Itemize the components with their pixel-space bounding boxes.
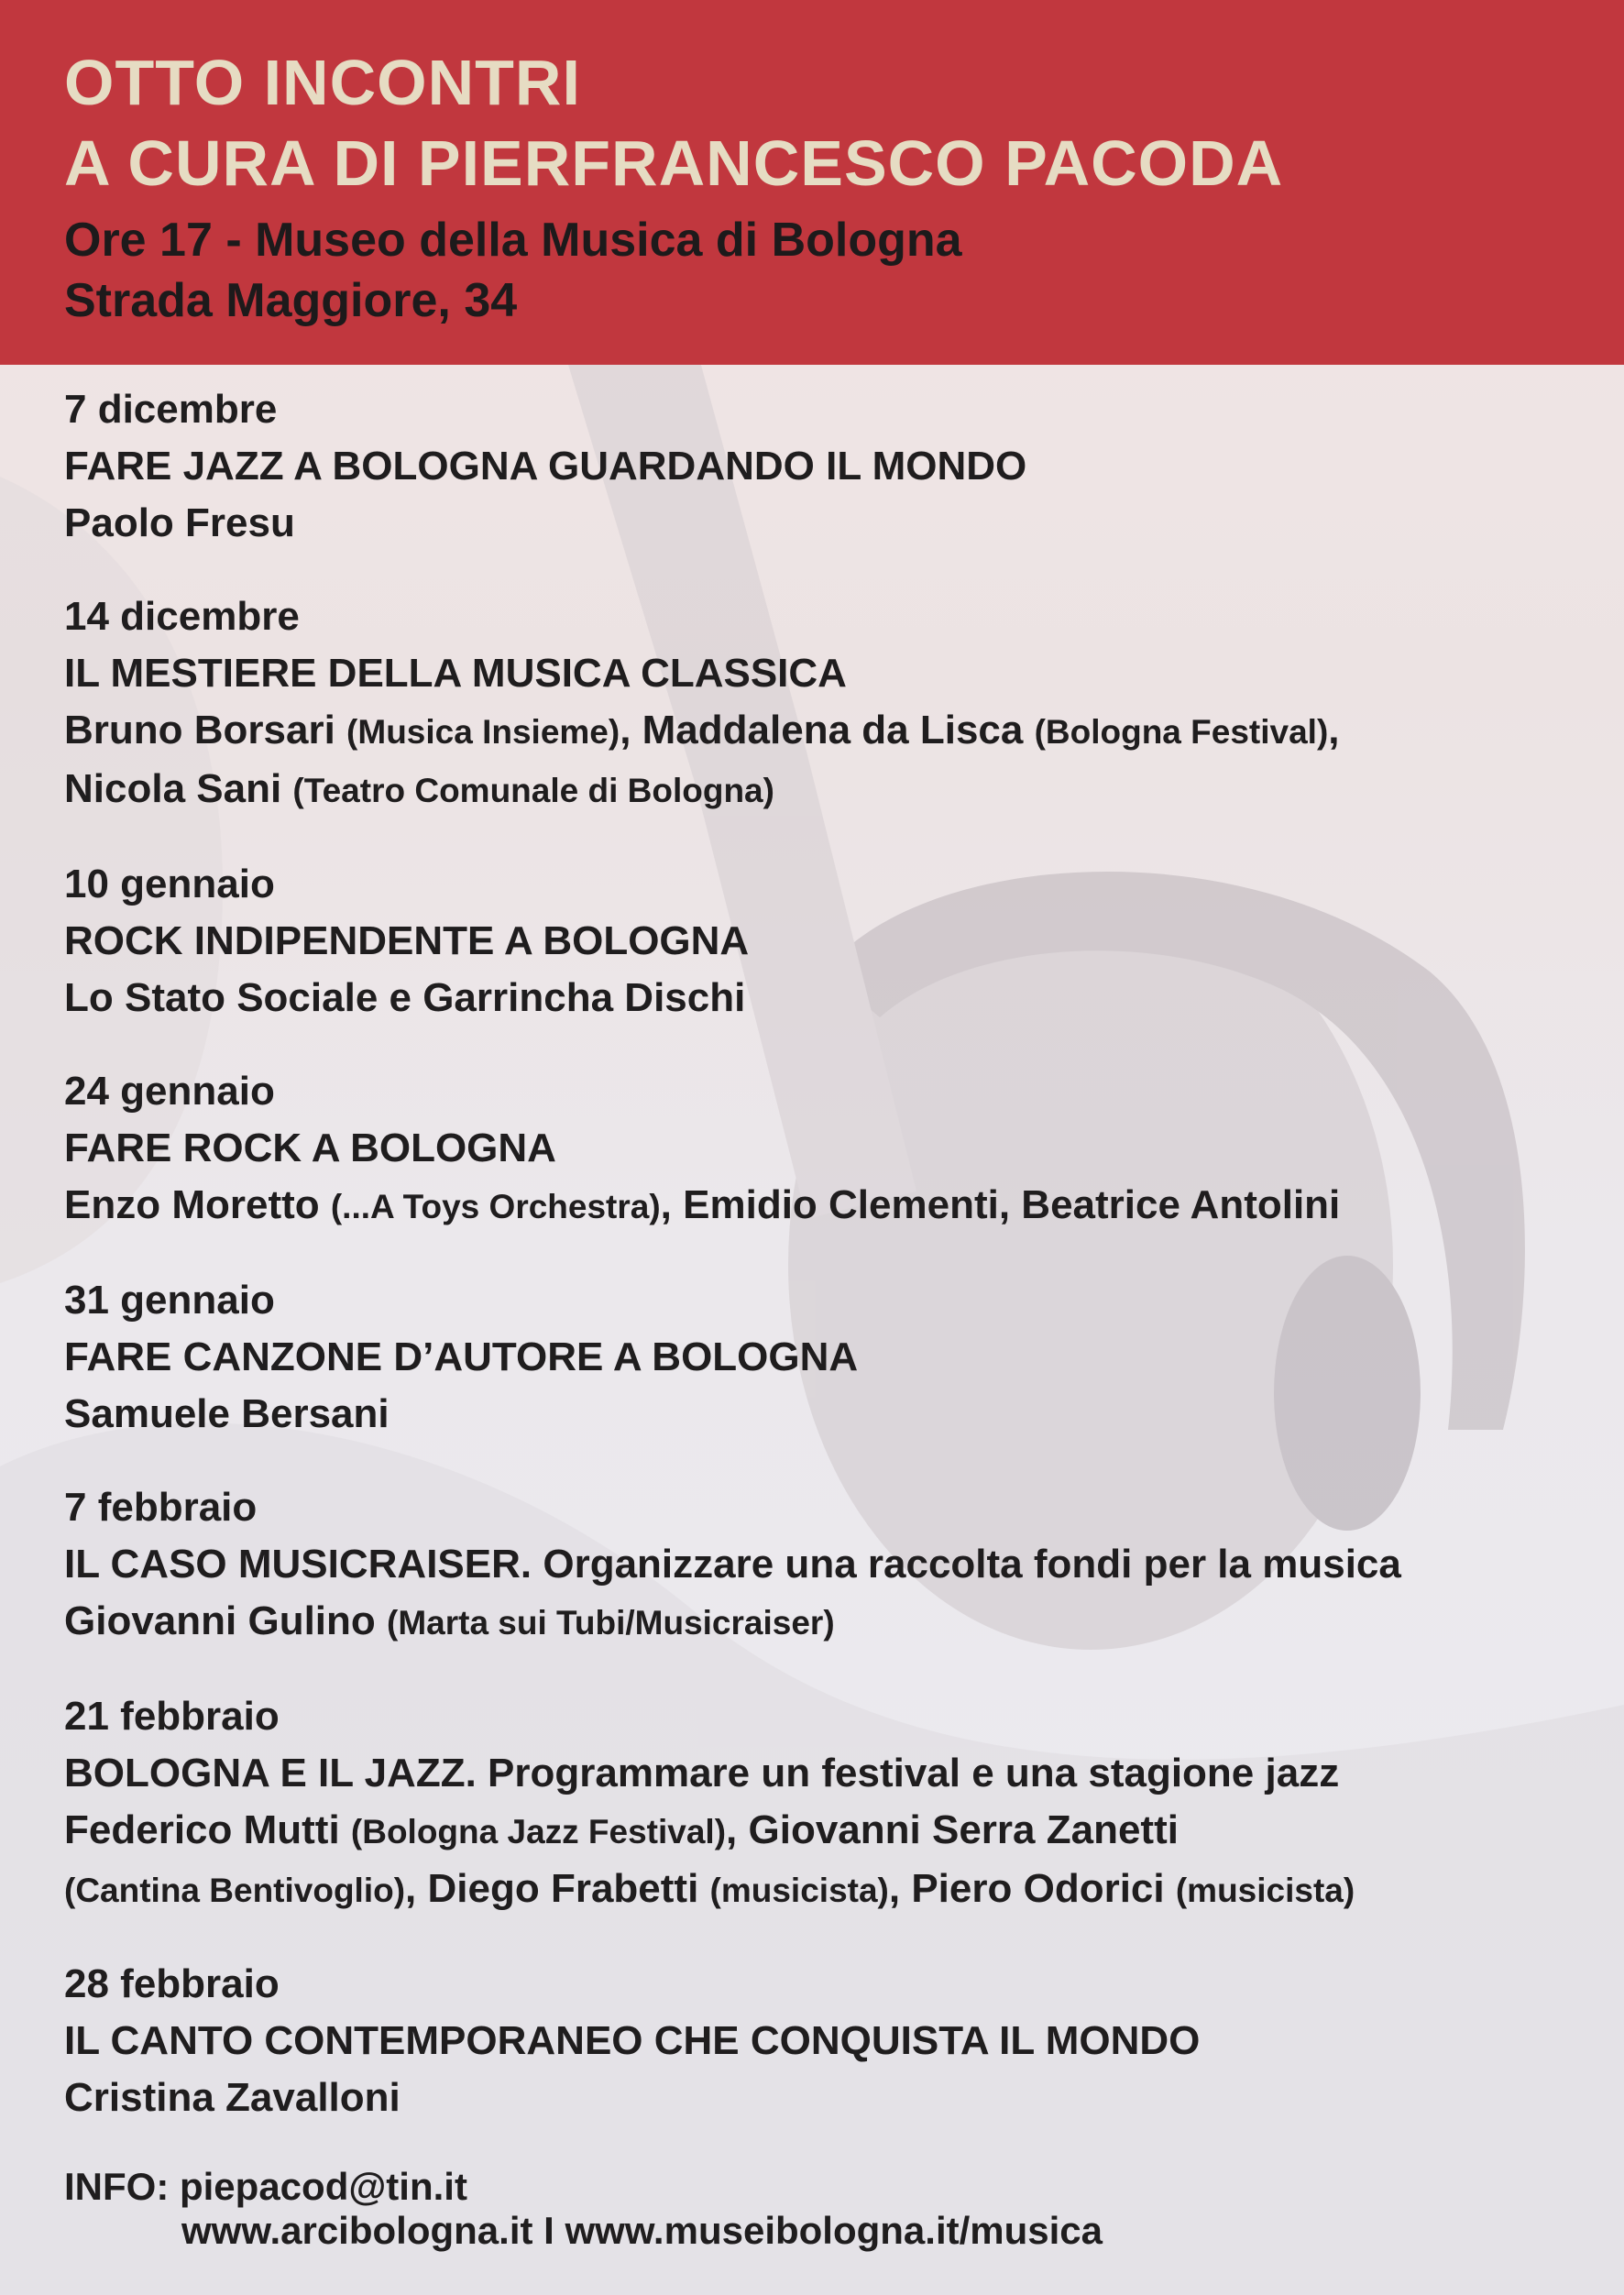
guest-name: Samuele Bersani (64, 1391, 390, 1436)
event-title: BOLOGNA E IL JAZZ. Programmare un festival e una stagione jazz (64, 1751, 1340, 1795)
venue-address-line: Strada Maggiore, 34 (64, 274, 518, 327)
event-date: 28 febbraio (64, 1961, 280, 2006)
event-date: 31 gennaio (64, 1278, 275, 1323)
event-date: 7 dicembre (64, 387, 278, 432)
guest-name: Nicola Sani (64, 766, 293, 811)
event-title: IL CANTO CONTEMPORANEO CHE CONQUISTA IL MONDO (64, 2018, 1201, 2063)
event-guests-line (64, 1802, 1586, 1861)
event-title: FARE CANZONE D’AUTORE A BOLOGNA (64, 1334, 859, 1379)
guest-affiliation: (Bologna Festival) (1034, 713, 1329, 751)
guest-name: , Piero Odorici (888, 1866, 1176, 1911)
header-banner (0, 0, 1624, 365)
event-date: 24 gennaio (64, 1069, 275, 1114)
guest-name: , Diego Frabetti (405, 1866, 710, 1911)
event-guests-line (64, 970, 1586, 1027)
event-date: 10 gennaio (64, 862, 275, 906)
guest-affiliation: (Cantina Bentivoglio) (64, 1872, 406, 1909)
event-title: FARE ROCK A BOLOGNA (64, 1126, 556, 1170)
event-guests-line (64, 702, 1586, 761)
event-item (64, 1688, 1586, 1919)
guest-name: , Giovanni Serra Zanetti (726, 1807, 1179, 1852)
event-item (64, 1272, 1586, 1443)
guest-name: Federico Mutti (64, 1807, 351, 1852)
guest-name: , Maddalena da Lisca (620, 708, 1035, 752)
guest-affiliation: (Teatro Comunale di Bologna) (292, 772, 774, 809)
guest-affiliation: (Bologna Jazz Festival) (350, 1813, 727, 1850)
info-contact: INFO: piepacod@tin.it (64, 2165, 467, 2208)
title-line-2: A CURA DI PIERFRANCESCO PACODA (64, 127, 1284, 199)
event-item (64, 1479, 1586, 1652)
guest-name: Lo Stato Sociale e Garrincha Dischi (64, 975, 746, 1020)
event-guests-line (64, 1386, 1586, 1443)
event-guests-line (64, 1593, 1586, 1652)
guest-affiliation: (Musica Insieme) (346, 713, 620, 751)
event-title: IL CASO MUSICRAISER. Organizzare una raccolta fondi per la musica (64, 1542, 1401, 1587)
event-guests-line (64, 1177, 1586, 1235)
guest-name: , Emidio Clementi, Beatrice Antolini (660, 1182, 1341, 1227)
event-guests-line (64, 1861, 1586, 1919)
event-title: ROCK INDIPENDENTE A BOLOGNA (64, 918, 750, 963)
event-item (64, 1063, 1586, 1235)
guest-name: Giovanni Gulino (64, 1598, 387, 1643)
event-guests-line (64, 2070, 1586, 2126)
venue-time-line: Ore 17 - Museo della Musica di Bologna (64, 214, 962, 267)
event-guests-line (64, 495, 1586, 552)
guest-affiliation: (musicista) (709, 1872, 889, 1909)
event-guests-line (64, 761, 1586, 819)
guest-name: Paolo Fresu (64, 500, 295, 545)
event-date: 7 febbraio (64, 1485, 258, 1530)
event-date: 21 febbraio (64, 1694, 280, 1739)
guest-affiliation: (musicista) (1175, 1872, 1355, 1909)
guest-name: Enzo Moretto (64, 1182, 331, 1227)
guest-name: Bruno Borsari (64, 708, 347, 752)
title-line-1: OTTO INCONTRI (64, 47, 581, 118)
event-item (64, 856, 1586, 1027)
event-title: FARE JAZZ A BOLOGNA GUARDANDO IL MONDO (64, 444, 1027, 489)
info-block (64, 2165, 1103, 2253)
event-item (64, 381, 1586, 552)
guest-affiliation: (...A Toys Orchestra) (330, 1188, 661, 1225)
event-date: 14 dicembre (64, 594, 300, 639)
info-websites: www.arcibologna.it I www.museibologna.it/musica (181, 2209, 1103, 2252)
guest-name: Cristina Zavalloni (64, 2075, 401, 2120)
guest-affiliation: (Marta sui Tubi/Musicraiser) (387, 1604, 835, 1642)
event-item (64, 1956, 1586, 2126)
event-title: IL MESTIERE DELLA MUSICA CLASSICA (64, 651, 847, 696)
event-item (64, 588, 1586, 819)
events-list (64, 381, 1586, 2163)
guest-name: , (1328, 708, 1340, 752)
